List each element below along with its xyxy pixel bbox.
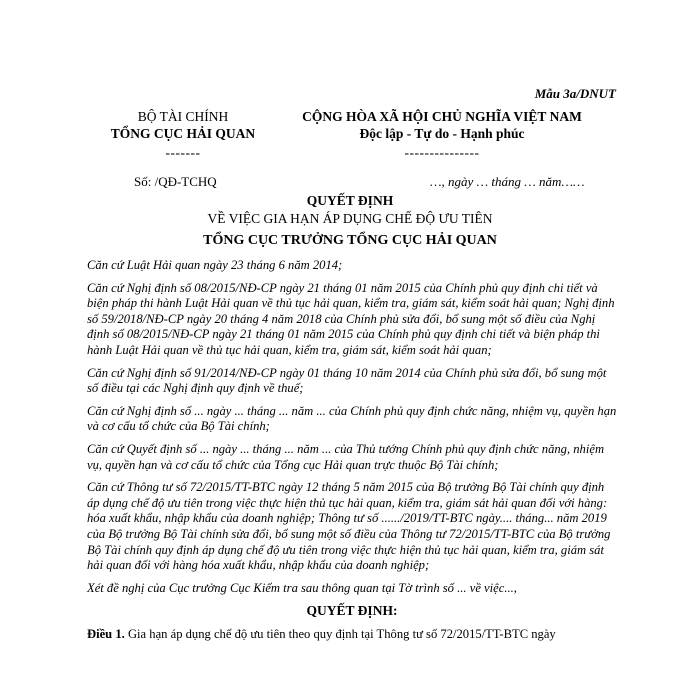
decision-heading: QUYẾT ĐỊNH:: [306, 603, 398, 619]
document-date: …, ngày … tháng … năm……: [430, 174, 585, 189]
article-1: [87, 627, 617, 643]
document-body: [87, 258, 617, 649]
issuing-authority: TỔNG CỤC TRƯỞNG TỔNG CỤC HẢI QUAN: [203, 233, 497, 248]
document-subtitle: VỀ VIỆC GIA HẠN ÁP DỤNG CHẾ ĐỘ ƯU TIÊN: [207, 211, 493, 226]
legal-basis-paragraph: Căn cứ Luật Hải quan ngày 23 tháng 6 năm 2014;: [87, 258, 343, 272]
national-motto: Độc lập - Tự do - Hạnh phúc: [359, 126, 525, 141]
country-name: CỘNG HÒA XÃ HỘI CHỦ NGHĨA VIỆT NAM: [302, 109, 582, 124]
national-header: [282, 108, 602, 161]
legal-basis-paragraph: Căn cứ Nghị định số 91/2014/NĐ-CP ngày 01 tháng 10 năm 2014 của Chính phủ sửa đổi, bổ sung một số điều tại các Nghị định quy định về thuế;: [87, 365, 607, 396]
article-1-label: Điều 1.: [87, 626, 125, 641]
form-code: Mẫu 3a/DNUT: [534, 86, 616, 101]
proposal-paragraph: Xét đề nghị của Cục trưởng Cục Kiểm tra sau thông quan tại Tờ trình số ... về việc...,: [87, 580, 517, 595]
document-number: Số: /QĐ-TCHQ: [134, 174, 217, 189]
department-name: TỔNG CỤC HẢI QUAN: [110, 126, 256, 141]
agency-header: [88, 108, 278, 161]
legal-basis-paragraph: Căn cứ Nghị định số 08/2015/NĐ-CP ngày 21 tháng 01 năm 2015 của Chính phủ quy định chi tiết và biện pháp thi hành Luật Hải quan về thủ tục hải quan, kiểm tra, giám sát, kiểm soát hải quan; Nghị định số 59/2018/NĐ-CP ngày 20 tháng 4 năm 2018 của Chính phủ sửa đổi, bổ sung một số điều của Nghị định số 08/2015/NĐ-CP ngày 21 tháng 01 năm 2015 của Chính phủ quy định chi tiết và biện pháp thi hành Luật Hải quan về thủ tục hải quan, kiểm tra, giám sát, kiểm soát hải quan;: [87, 280, 615, 357]
article-1-text: Gia hạn áp dụng chế độ ưu tiên theo quy định tại Thông tư số 72/2015/TT-BTC ngày: [127, 626, 556, 641]
header-right-divider: ---------------: [404, 145, 480, 160]
legal-basis-paragraph: Căn cứ Thông tư số 72/2015/TT-BTC ngày 12 tháng 5 năm 2015 của Bộ trưởng Bộ Tài chính quy định áp dụng chế độ ưu tiên trong việc thực hiện thủ tục hải quan, kiểm tra, giám sát hải quan đối với hàng: hóa xuất khẩu, nhập khẩu của doanh nghiệp; Thông tư số ....../2019/TT-BTC ngày.... tháng... năm 2019 của Bộ trưởng Bộ Tài chính sửa đổi, bổ sung một số điều của Thông tư 72/2015/TT-BTC của Bộ trưởng Bộ Tài chính quy định áp dụng chế độ ưu tiên trong việc thực hiện thủ tục hải quan, kiểm tra, giám sát hải quan đối với hàng hóa xuất khẩu, nhập khẩu của doanh nghiệp;: [87, 480, 611, 573]
header-left-divider: -------: [165, 145, 201, 160]
legal-basis-paragraph: Căn cứ Quyết định số ... ngày ... tháng ... năm ... của Thủ tướng Chính phủ quy định chức năng, nhiệm vụ, quyền hạn và cơ cấu tổ chức của Tổng cục Hải quan trực thuộc Bộ Tài chính;: [87, 441, 605, 472]
legal-basis-paragraph: Căn cứ Nghị định số ... ngày ... tháng ... năm ... của Chính phủ quy định chức năng, nhiệm vụ, quyền hạn và cơ cấu tổ chức của Bộ Tài chính;: [87, 403, 617, 434]
ministry-name: BỘ TÀI CHÍNH: [137, 109, 229, 124]
document-title: QUYẾT ĐỊNH: [306, 193, 394, 208]
